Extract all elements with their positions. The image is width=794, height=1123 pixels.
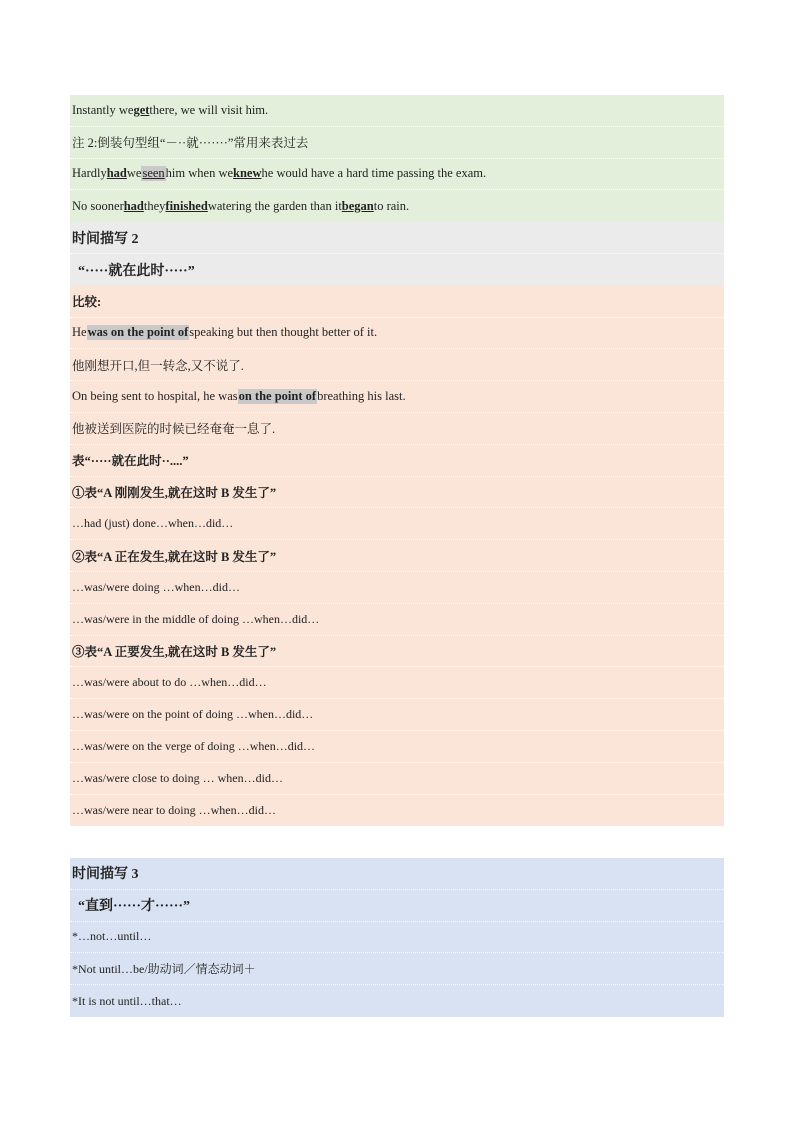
pattern-3-item-5: …was/were near to doing …when…did…	[72, 802, 276, 817]
pattern-3-item-2: …was/were on the point of doing …when…did…	[70, 699, 724, 731]
pattern-1-title: ①表“A 刚刚发生,就在这时 B 发生了”	[70, 477, 724, 509]
section-3-item-2: *Not until…be/助动词／情态动词＋	[70, 953, 724, 985]
section-3-item-1: *…not…until…	[70, 922, 724, 954]
pattern-2-title: ②表“A 正在发生,就在这时 B 发生了”	[70, 540, 724, 572]
example-point-of-2-cn: 他被送到医院的时候已经奄奄一息了.	[70, 413, 724, 445]
example-point-of-2: On being sent to hospital, he was on the point of breathing his last.	[70, 381, 724, 413]
pattern-3-item-3: …was/were on the verge of doing …when…did…	[70, 731, 724, 763]
pattern-1-item: …had (just) done…when…did…	[70, 508, 724, 540]
pattern-3-item-4: …was/were close to doing … when…did…	[70, 763, 724, 795]
pattern-2-item-2: …was/were in the middle of doing …when…did…	[70, 604, 724, 636]
example-no-sooner: No sooner had they finished watering the garden than it began to rain.	[72, 198, 410, 213]
section-3-item-3: *It is not until…that…	[72, 993, 182, 1008]
section-3	[70, 858, 724, 1017]
example-instantly: Instantly we get there, we will visit him.	[70, 95, 724, 127]
inversion-notes-block	[70, 95, 724, 222]
section-3-title: 时间描写 3	[70, 858, 724, 890]
document-body	[70, 95, 724, 826]
section-2-content	[70, 286, 724, 827]
example-hardly: Hardly had we seen him when we knew he would have a hard time passing the exam.	[70, 159, 724, 191]
note-2: 注 2:倒装句型组“－··就·······”常用来表过去	[70, 127, 724, 159]
section-2-title: 时间描写 2	[70, 222, 724, 254]
expression-label: 表“·····就在此时··....”	[70, 445, 724, 477]
section-2-header	[70, 222, 724, 286]
example-point-of-1-cn: 他刚想开口,但一转念,又不说了.	[70, 349, 724, 381]
section-3-content	[70, 858, 724, 1017]
pattern-3-item-1: …was/were about to do …when…did…	[70, 667, 724, 699]
pattern-3-title: ③表“A 正要发生,就在这时 B 发生了”	[70, 636, 724, 668]
section-3-subtitle: “直到······才······”	[70, 890, 724, 922]
section-2-subtitle: “·····就在此时·····”	[78, 263, 195, 279]
compare-label: 比较:	[70, 286, 724, 318]
pattern-2-item-1: …was/were doing …when…did…	[70, 572, 724, 604]
example-point-of-1: He was on the point of speaking but then thought better of it.	[70, 318, 724, 350]
